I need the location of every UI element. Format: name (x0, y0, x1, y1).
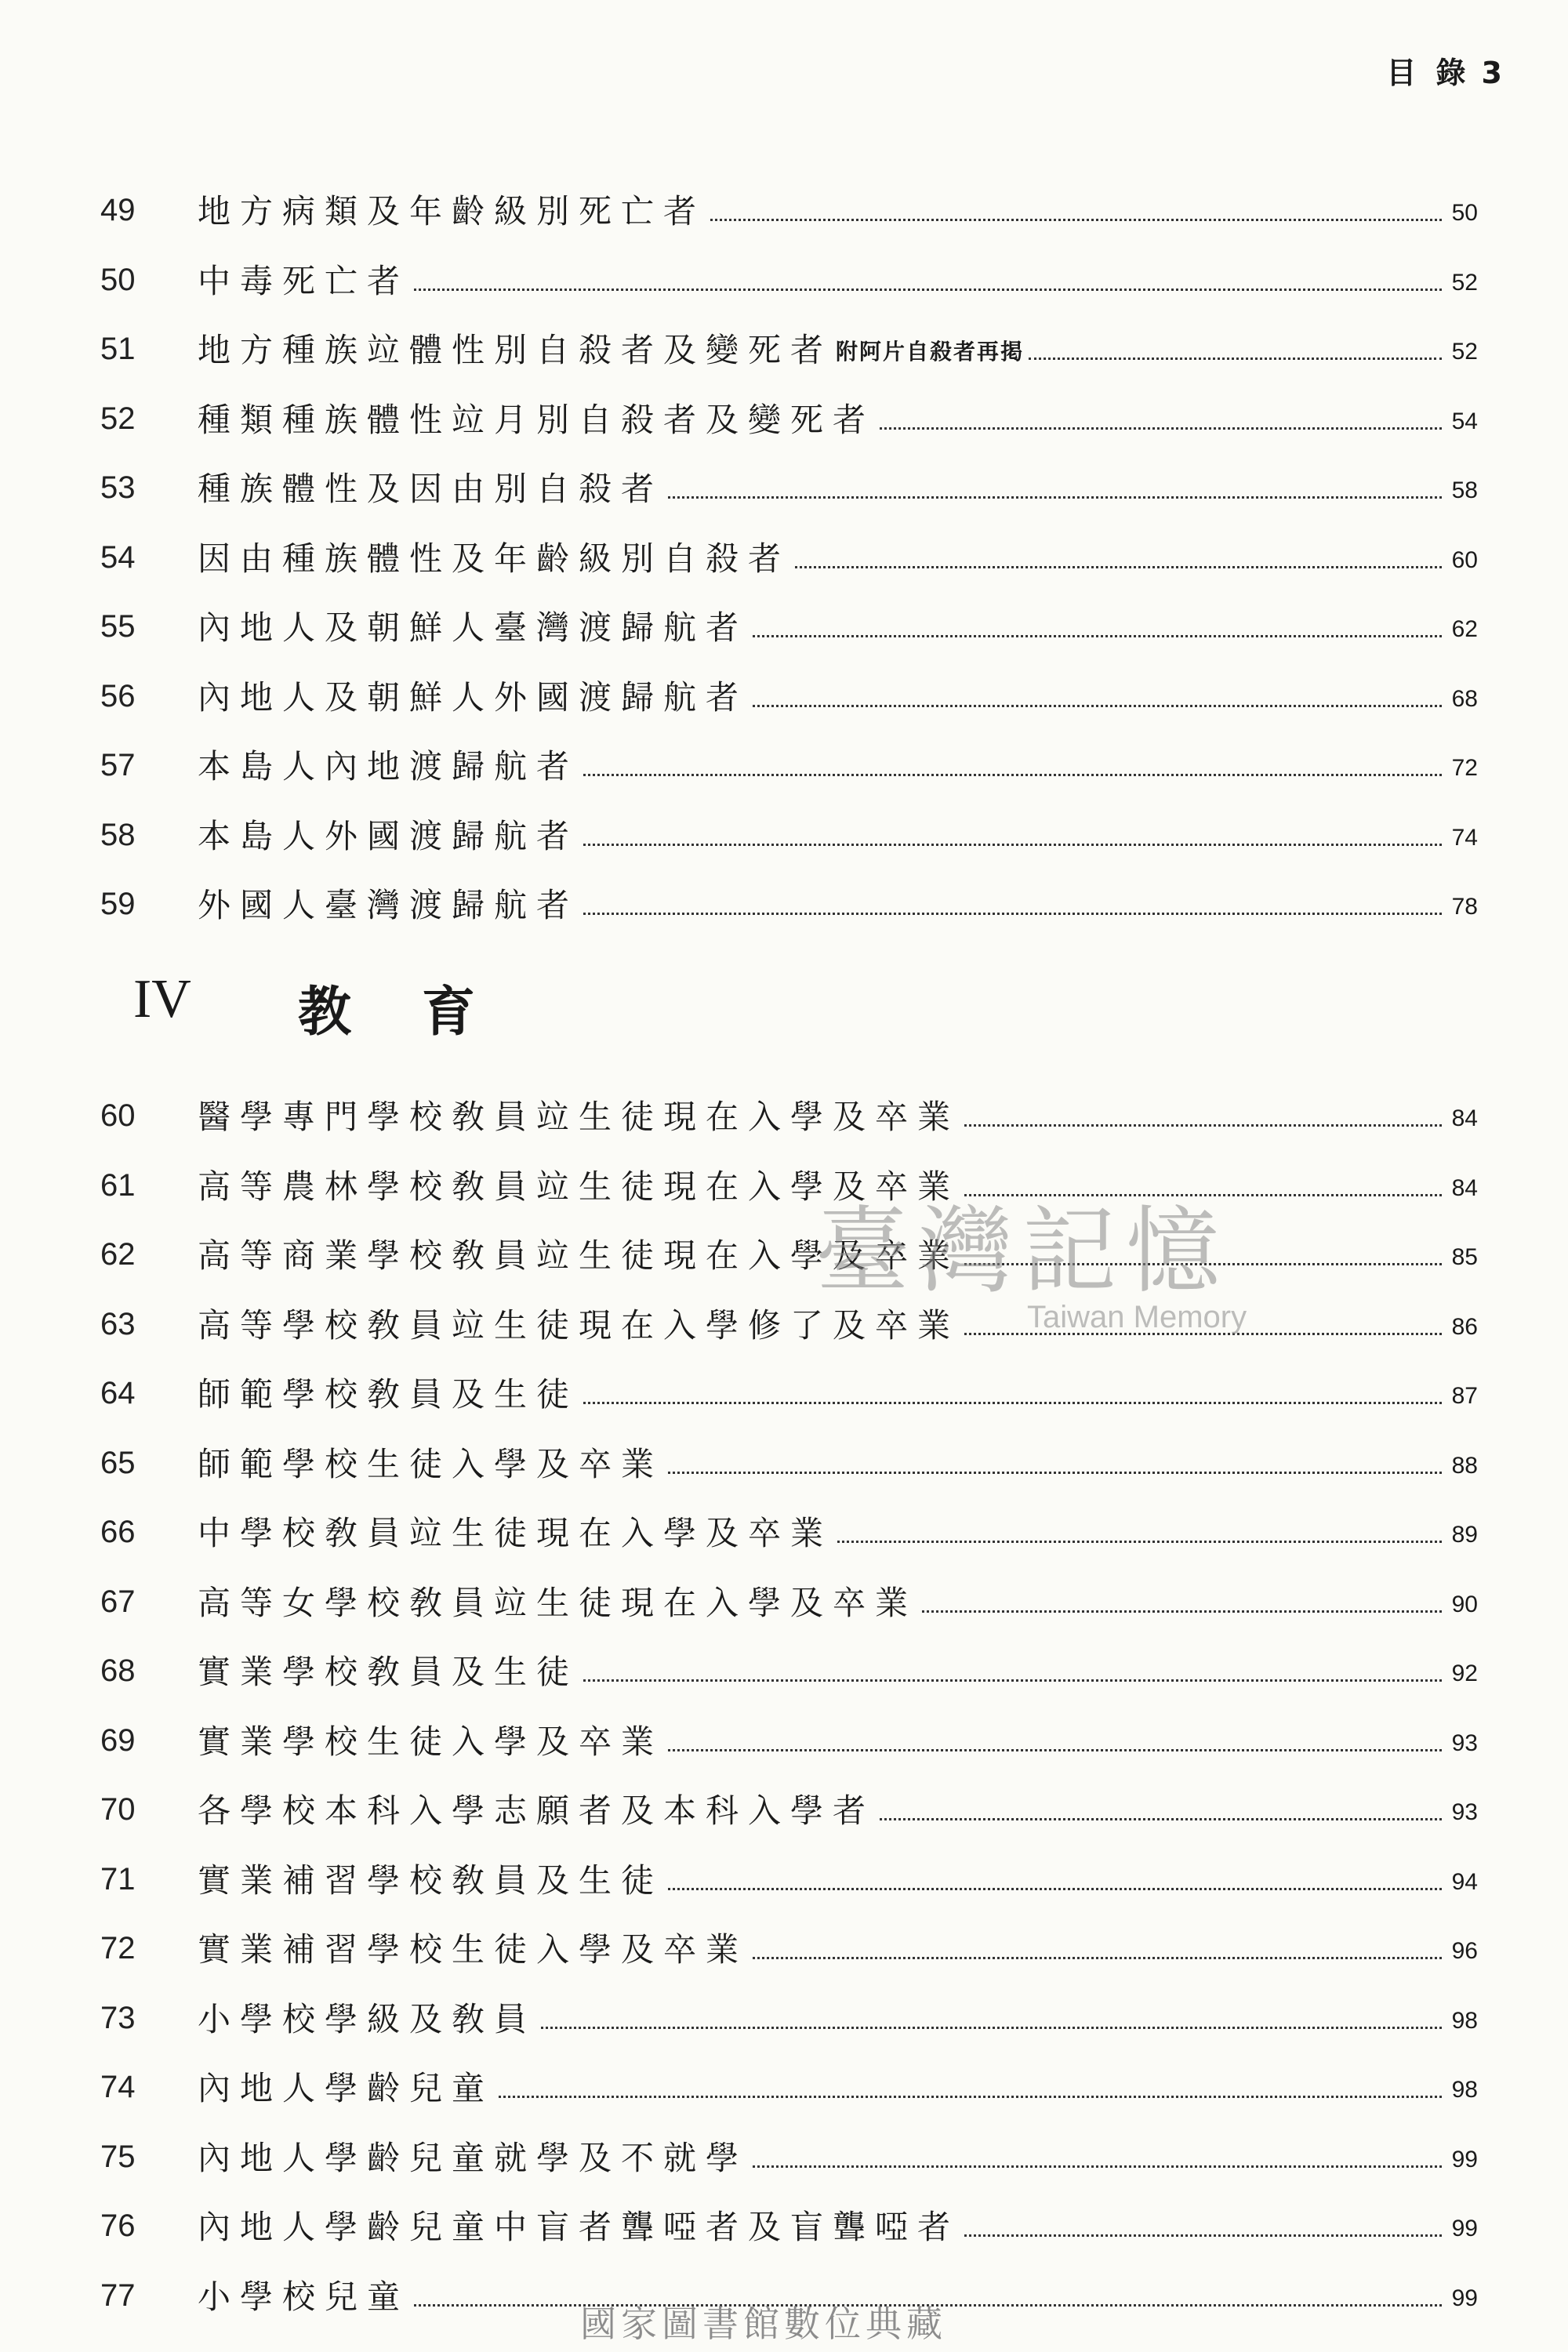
toc-entry-page: 84 (1451, 1174, 1478, 1201)
toc-entry-page: 78 (1451, 894, 1478, 920)
dot-leader (753, 2165, 1442, 2168)
toc-entry (0, 2065, 1568, 2112)
toc-entry-page: 99 (1451, 2146, 1478, 2172)
toc-entry-number: 58 (100, 817, 136, 852)
toc-entry-number: 60 (100, 1098, 136, 1133)
toc-entry (0, 397, 1568, 444)
toc-entry-line (198, 397, 1478, 444)
toc-entry-line (198, 1926, 1478, 1973)
watermark-sub-text: Taiwan Memory (1027, 1300, 1247, 1334)
toc-entry-line (198, 1232, 1478, 1279)
toc-entry-number: 69 (100, 1722, 136, 1758)
toc-entry-page: 96 (1451, 1938, 1478, 1964)
toc-entry-title: 高等農林學校敎員竝生徒現在入學及卒業 (198, 1167, 960, 1206)
header-title: 目 錄 (1386, 56, 1471, 90)
dot-leader (668, 1472, 1442, 1474)
toc-entry-number: 57 (100, 748, 136, 782)
toc-entry (0, 1926, 1568, 1973)
dot-leader (668, 1888, 1442, 1890)
toc-entry (0, 1649, 1568, 1696)
toc-entry-page: 54 (1451, 408, 1478, 434)
header-page-number: 3 (1481, 56, 1507, 90)
toc-entry-title: 各學校本科入學志願者及本科入學者 (198, 1791, 876, 1830)
toc-entry-note: 附阿片自殺者再掲 (836, 339, 1025, 365)
dot-leader (753, 705, 1442, 707)
toc-entry-number: 64 (100, 1376, 136, 1410)
toc-entry-number: 62 (100, 1237, 136, 1272)
toc-entry (0, 882, 1568, 929)
dot-leader (668, 496, 1442, 499)
dot-leader (583, 844, 1442, 846)
toc-entry-line (198, 1857, 1478, 1904)
section-roman-numeral: IV (133, 969, 191, 1029)
dot-leader (837, 1541, 1442, 1543)
toc-entry-title: 內地人及朝鮮人臺灣渡歸航者 (198, 608, 749, 647)
dot-leader (583, 774, 1442, 776)
toc-entry (0, 1163, 1568, 1210)
toc-entry-line (198, 1580, 1478, 1627)
toc-entry-title: 小學校學級及敎員 (198, 1999, 537, 2038)
toc-entry-title: 實業補習學校敎員及生徒 (198, 1860, 664, 1900)
toc-entry-line (198, 604, 1478, 652)
toc-entry-page: 52 (1451, 339, 1478, 365)
toc-entry (0, 1996, 1568, 2043)
dot-leader (964, 2234, 1442, 2237)
toc-entry-line (198, 1163, 1478, 1210)
toc-entry (0, 674, 1568, 721)
dot-leader (964, 1263, 1442, 1265)
toc-entry-line (198, 188, 1478, 235)
toc-entry-title: 地方病類及年齡級別死亡者 (198, 192, 706, 230)
toc-entry-title: 中學校敎員竝生徒現在入學及卒業 (198, 1514, 833, 1552)
toc-entry-page: 52 (1451, 269, 1478, 296)
dot-leader (668, 1749, 1442, 1751)
dot-leader (583, 913, 1442, 915)
toc-entry (0, 813, 1568, 860)
toc-entry-title: 地方種族竝體性別自殺者及變死者 (198, 331, 833, 369)
toc-entry-line (198, 1788, 1478, 1835)
dot-leader (964, 1124, 1442, 1127)
section-title: 教育 (298, 981, 546, 1044)
toc-entry-number: 73 (100, 2000, 136, 2035)
toc-entry-title: 小學校兒童 (198, 2277, 410, 2316)
toc-entry-line (198, 1996, 1478, 2043)
toc-entry-number: 59 (100, 887, 136, 921)
toc-entry-page: 93 (1451, 1730, 1478, 1756)
toc-entry-line (198, 2065, 1478, 2112)
toc-entry-page: 85 (1451, 1244, 1478, 1270)
toc-entry-title: 內地人學齡兒童 (198, 2069, 495, 2107)
toc-entry-line (198, 258, 1478, 305)
toc-entry-title: 實業學校生徒入學及卒業 (198, 1722, 664, 1761)
toc-entry-line (198, 535, 1478, 583)
toc-entry-page: 68 (1451, 685, 1478, 712)
toc-entry-title: 高等商業學校敎員竝生徒現在入學及卒業 (198, 1236, 960, 1275)
dot-leader (795, 566, 1442, 568)
toc-entry (0, 1510, 1568, 1557)
toc-entry-line (198, 1302, 1478, 1349)
dot-leader (541, 2027, 1442, 2029)
toc-entry (0, 466, 1568, 513)
toc-entry-title: 本島人內地渡歸航者 (198, 747, 579, 786)
toc-entry-page: 90 (1451, 1591, 1478, 1617)
toc-entry-number: 74 (100, 2070, 136, 2104)
dot-leader (880, 1818, 1442, 1820)
toc-entry (0, 1857, 1568, 1904)
toc-entry-number: 55 (100, 609, 136, 644)
toc-entry-line (198, 1371, 1478, 1418)
toc-entry-title: 內地人學齡兒童就學及不就學 (198, 2138, 749, 2177)
toc-entry (0, 1094, 1568, 1141)
toc-entry (0, 327, 1568, 374)
toc-entry-page: 99 (1451, 2216, 1478, 2241)
toc-entry-title: 外國人臺灣渡歸航者 (198, 886, 579, 924)
toc-entry (0, 258, 1568, 305)
toc-entry-line (198, 1719, 1478, 1766)
toc-entry-title: 高等女學校敎員竝生徒現在入學及卒業 (198, 1583, 918, 1622)
toc-entry-line (198, 1510, 1478, 1557)
toc-entry (0, 1232, 1568, 1279)
toc-entry-number: 72 (100, 1931, 136, 1965)
dot-leader (1029, 358, 1442, 360)
toc-entry-page: 92 (1451, 1661, 1478, 1686)
toc-entry-number: 53 (100, 470, 136, 505)
toc-entry-line (198, 743, 1478, 790)
dot-leader (414, 289, 1442, 291)
toc-entry (0, 604, 1568, 652)
toc-entry-line (198, 1094, 1478, 1141)
toc-entry-title: 內地人及朝鮮人外國渡歸航者 (198, 677, 749, 717)
toc-entry-number: 51 (100, 332, 136, 366)
toc-entry-line (198, 813, 1478, 860)
toc-entry-number: 63 (100, 1306, 136, 1341)
toc-entry-page: 87 (1451, 1383, 1478, 1409)
dot-leader (880, 427, 1442, 430)
toc-entry (0, 188, 1568, 235)
toc-entry-number: 77 (100, 2278, 136, 2313)
toc-entry-title: 種族體性及因由別自殺者 (198, 470, 664, 508)
toc-entry-page: 94 (1451, 1868, 1478, 1895)
toc-entry-number: 70 (100, 1792, 136, 1827)
toc-entry (0, 535, 1568, 583)
dot-leader (583, 1679, 1442, 1682)
footer-archive-label: 國家圖書館數位典藏 (580, 2303, 947, 2345)
toc-entry-title: 醫學專門學校敎員竝生徒現在入學及卒業 (198, 1098, 960, 1136)
dot-leader (583, 1402, 1442, 1404)
dot-leader (922, 1610, 1442, 1613)
toc-entry (0, 1719, 1568, 1766)
toc-entry (0, 1441, 1568, 1488)
toc-entry-number: 75 (100, 2139, 136, 2174)
toc-entry-number: 66 (100, 1515, 136, 1549)
toc-entry-page: 89 (1451, 1522, 1478, 1548)
toc-entry-line (198, 1441, 1478, 1488)
dot-leader (753, 1957, 1442, 1959)
toc-entry (0, 1371, 1568, 1418)
toc-entry-page: 72 (1451, 755, 1478, 781)
toc-entry-page: 58 (1451, 477, 1478, 503)
toc-entry (0, 743, 1568, 790)
toc-entry-page: 99 (1451, 2285, 1478, 2311)
toc-entry-line (198, 674, 1478, 721)
toc-entry-number: 56 (100, 678, 136, 713)
toc-entry-number: 71 (100, 1861, 136, 1896)
toc-entry-title: 內地人學齡兒童中盲者聾啞者及盲聾啞者 (198, 2208, 960, 2246)
toc-entry-page: 84 (1451, 1105, 1478, 1131)
toc-entry (0, 2135, 1568, 2182)
toc-entry-page: 88 (1451, 1452, 1478, 1479)
toc-entry (0, 1788, 1568, 1835)
toc-entry-line (198, 2204, 1478, 2251)
toc-entry-number: 68 (100, 1653, 136, 1688)
toc-entry (0, 1580, 1568, 1627)
page-header (1386, 49, 1507, 92)
toc-entry-title: 實業學校敎員及生徒 (198, 1653, 579, 1691)
watermark-main-text: 臺灣記憶 (815, 1197, 1229, 1306)
toc-entry-line (198, 466, 1478, 513)
toc-entry-page: 74 (1451, 824, 1478, 851)
toc-entry-title: 中毒死亡者 (198, 261, 410, 300)
toc-entry-number: 54 (100, 539, 136, 575)
toc-entry-number: 65 (100, 1445, 136, 1480)
toc-entry-title: 師範學校敎員及生徒 (198, 1375, 579, 1414)
toc-entry-title: 本島人外國渡歸航者 (198, 816, 579, 855)
toc-entry-page: 93 (1451, 1799, 1478, 1825)
toc-entry-number: 50 (100, 262, 136, 297)
toc-entry-number: 67 (100, 1584, 136, 1619)
dot-leader (964, 1194, 1442, 1196)
toc-entry-number: 52 (100, 401, 136, 436)
toc-entry-page: 98 (1451, 2077, 1478, 2103)
toc-entry-title: 高等學校敎員竝生徒現在入學修了及卒業 (198, 1305, 960, 1345)
toc-entry-number: 76 (100, 2209, 136, 2243)
toc-entry-page: 50 (1451, 200, 1478, 226)
dot-leader (499, 2096, 1442, 2098)
toc-entry-page: 60 (1451, 546, 1478, 573)
toc-entry-number: 49 (100, 193, 136, 227)
toc-entry-line (198, 2135, 1478, 2182)
toc-entry-title: 因由種族體性及年齡級別自殺者 (198, 539, 791, 578)
toc-entry-title: 種類種族體性竝月別自殺者及變死者 (198, 400, 876, 439)
toc-entry-line (198, 882, 1478, 929)
toc-entry (0, 2204, 1568, 2251)
dot-leader (710, 219, 1442, 221)
toc-entry-page: 62 (1451, 616, 1478, 642)
dot-leader (753, 635, 1442, 637)
toc-entry (0, 1302, 1568, 1349)
toc-entry-title: 師範學校生徒入學及卒業 (198, 1444, 664, 1483)
toc-entry-line (198, 327, 1478, 374)
toc-entry-line (198, 1649, 1478, 1696)
toc-entry-title: 實業補習學校生徒入學及卒業 (198, 1930, 749, 1969)
dot-leader (964, 1333, 1442, 1335)
toc-entry-page: 98 (1451, 2007, 1478, 2034)
toc-entry-number: 61 (100, 1167, 136, 1203)
toc-entry-page: 86 (1451, 1313, 1478, 1340)
